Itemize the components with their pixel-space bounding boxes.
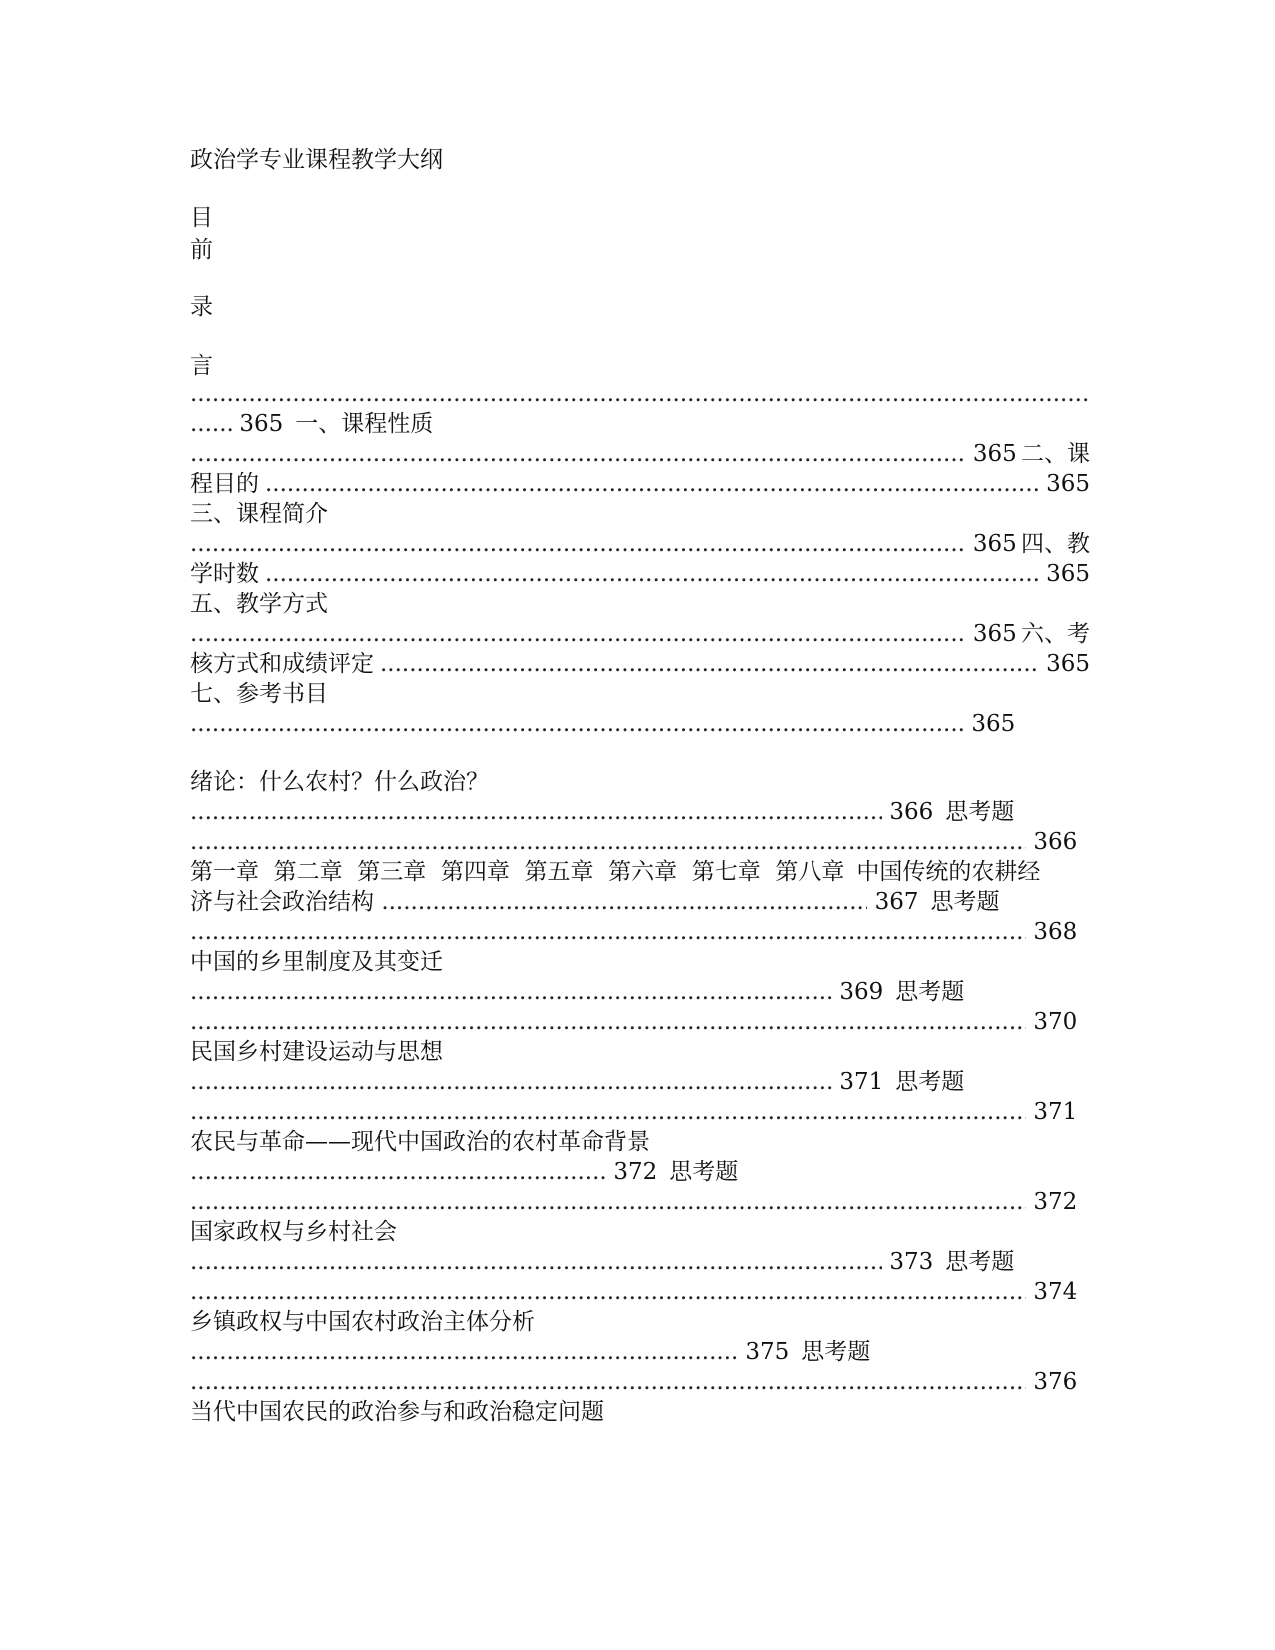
toc-leader-line	[190, 380, 1090, 408]
toc-page-number: 371	[1033, 1099, 1078, 1125]
toc-questions-label: 思考题	[895, 1069, 965, 1095]
toc-entry-item-1-line[interactable]	[190, 440, 1090, 468]
toc-chapter-5-page-line[interactable]	[190, 1248, 1014, 1276]
toc-chapter-2-page-line[interactable]	[190, 978, 964, 1006]
toc-entry-item-3-cont[interactable]	[190, 560, 1090, 588]
toc-questions-label: 思考题	[801, 1339, 871, 1365]
toc-entry-label: 二、课	[1021, 441, 1090, 467]
toc-page-number: 366	[889, 799, 934, 825]
toc-entry-label[interactable]: 五、教学方式	[190, 591, 328, 617]
toc-entry-item-3-line[interactable]	[190, 530, 1090, 558]
dot-leader	[190, 710, 964, 738]
document-title: 政治学专业课程教学大纲	[190, 147, 443, 173]
toc-entry-item-5-cont[interactable]	[190, 650, 1090, 678]
dot-leader	[190, 410, 232, 438]
toc-chapter-title: 中国传统的农耕经	[856, 859, 1041, 885]
dot-leader	[190, 380, 1090, 408]
toc-chapter-title[interactable]: 乡镇政权与中国农村政治主体分析	[190, 1309, 535, 1335]
toc-page-number: 371	[839, 1069, 884, 1095]
dot-leader	[190, 1158, 606, 1186]
toc-page-number: 376	[1033, 1369, 1078, 1395]
toc-chapter-title[interactable]: 中国的乡里制度及其变迁	[190, 949, 443, 975]
toc-questions-label: 思考题	[930, 889, 1000, 915]
toc-intro-questions-line[interactable]	[190, 828, 1077, 856]
toc-page-number: 365	[972, 531, 1017, 557]
dot-leader	[190, 798, 882, 826]
dot-leader	[190, 620, 967, 648]
toc-intro-title[interactable]: 绪论：什么农村？什么政治？	[190, 769, 489, 795]
toc-chapter-3-page-line[interactable]	[190, 1068, 964, 1096]
dot-leader	[190, 530, 967, 558]
toc-chapter-6-page-line[interactable]	[190, 1338, 870, 1366]
dot-leader	[190, 440, 967, 468]
toc-entry-label: 一、课程性质	[295, 411, 434, 437]
toc-chapter-title: 济与社会政治结构	[190, 889, 374, 915]
dot-leader	[190, 918, 1026, 946]
toc-questions-label: 思考题	[945, 799, 1015, 825]
dot-leader	[190, 828, 1026, 856]
toc-questions-label: 思考题	[945, 1249, 1015, 1275]
dot-leader	[190, 1248, 882, 1276]
toc-chapter-title[interactable]: 当代中国农民的政治参与和政治稳定问题	[190, 1399, 604, 1425]
toc-page-number: 374	[1033, 1279, 1078, 1305]
toc-page-number: 365	[239, 411, 284, 437]
toc-entry-label[interactable]: 七、参考书目	[190, 681, 328, 707]
toc-heading-char-2: 前	[190, 237, 213, 263]
toc-entry-label: 核方式和成绩评定	[190, 651, 374, 677]
toc-chapter-title[interactable]: 国家政权与乡村社会	[190, 1219, 397, 1245]
toc-entry-label: 学时数	[190, 561, 259, 587]
dot-leader	[381, 888, 867, 916]
toc-entry-label: 四、教	[1021, 531, 1090, 557]
toc-chapter-3-questions-line[interactable]	[190, 1098, 1077, 1126]
toc-page-number: 372	[1033, 1189, 1078, 1215]
toc-page-number: 365	[1046, 651, 1090, 677]
toc-chapter-labels-line	[190, 858, 1040, 886]
dot-leader	[190, 978, 832, 1006]
toc-questions-label: 思考题	[895, 979, 965, 1005]
dot-leader	[265, 470, 1040, 498]
dot-leader	[190, 1338, 738, 1366]
toc-entry-item-1-cont[interactable]	[190, 470, 1090, 498]
toc-page-number: 370	[1033, 1009, 1078, 1035]
dot-leader	[190, 1008, 1026, 1036]
toc-page-number: 366	[1033, 829, 1078, 855]
toc-chapter-6-questions-line[interactable]	[190, 1368, 1077, 1396]
toc-entry-label: 程目的	[190, 471, 259, 497]
dot-leader	[190, 1068, 832, 1096]
dot-leader	[380, 650, 1040, 678]
toc-chapter-2-questions-line[interactable]	[190, 1008, 1077, 1036]
toc-page-number: 365	[972, 441, 1017, 467]
toc-questions-label: 思考题	[669, 1159, 739, 1185]
toc-chapter-4-page-line[interactable]	[190, 1158, 738, 1186]
toc-page-number: 368	[1033, 919, 1078, 945]
toc-heading-char-3: 录	[190, 294, 213, 320]
toc-entry-label: 六、考	[1021, 621, 1090, 647]
toc-heading-char-1: 目	[190, 205, 213, 231]
toc-entry-item-7-page[interactable]	[190, 710, 1015, 738]
toc-page-number: 369	[839, 979, 884, 1005]
toc-page-number: 365	[972, 621, 1017, 647]
toc-chapter-5-questions-line[interactable]	[190, 1278, 1077, 1306]
toc-page-number: 373	[889, 1249, 934, 1275]
dot-leader	[190, 1098, 1026, 1126]
dot-leader	[190, 1278, 1026, 1306]
toc-chapter-1-questions-line[interactable]	[190, 918, 1077, 946]
toc-page-number: 367	[874, 889, 919, 915]
toc-chapter-title[interactable]: 农民与革命——现代中国政治的农村革命背景	[190, 1129, 650, 1155]
toc-chapter-title[interactable]: 民国乡村建设运动与思想	[190, 1039, 443, 1065]
toc-intro-page-line[interactable]	[190, 798, 1014, 826]
toc-page-number: 365	[971, 711, 1016, 737]
dot-leader	[265, 560, 1040, 588]
toc-page-number: 372	[613, 1159, 658, 1185]
toc-entry-label[interactable]: 三、课程简介	[190, 501, 328, 527]
toc-page-number: 375	[745, 1339, 790, 1365]
toc-page-number: 365	[1046, 561, 1090, 587]
toc-entry-preface[interactable]	[190, 410, 433, 438]
toc-page-number: 365	[1046, 471, 1090, 497]
dot-leader	[190, 1368, 1026, 1396]
toc-chapter-1-line[interactable]	[190, 888, 1000, 916]
toc-entry-item-5-line[interactable]	[190, 620, 1090, 648]
dot-leader	[190, 1188, 1026, 1216]
toc-heading-char-4: 言	[190, 353, 213, 379]
toc-chapter-4-questions-line[interactable]	[190, 1188, 1077, 1216]
toc-chapter-labels: 第一章 第二章 第三章 第四章 第五章 第六章 第七章 第八章	[190, 859, 845, 885]
